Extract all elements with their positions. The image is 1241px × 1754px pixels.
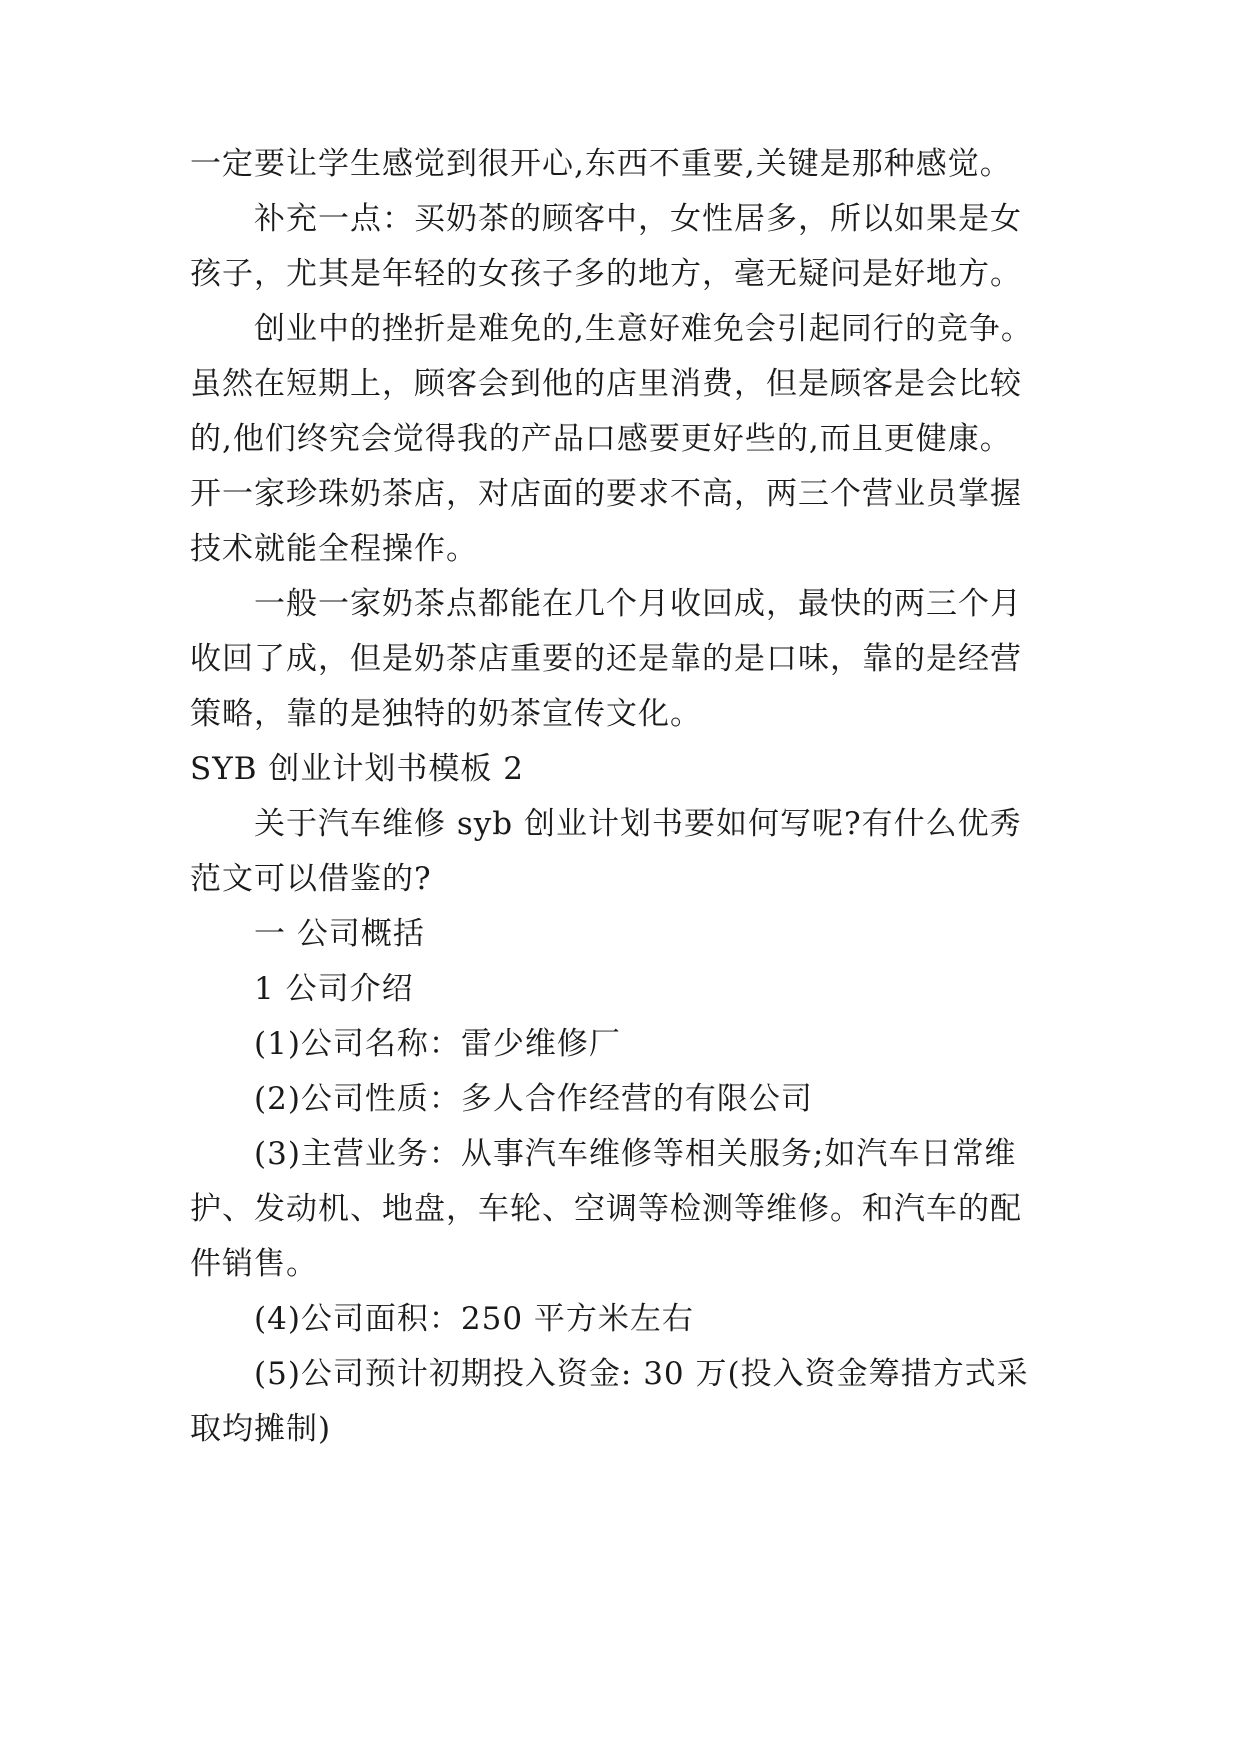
paragraph-line: 的,他们终究会觉得我的产品口感要更好些的,而且更健康。 <box>190 421 1012 457</box>
paragraph-line: 范文可以借鉴的? <box>190 861 432 897</box>
list-item-continuation: 护、发动机、地盘，车轮、空调等检测等维修。和汽车的配 <box>190 1191 1022 1227</box>
section-heading: SYB 创业计划书模板 2 <box>190 751 524 787</box>
paragraph-line: 技术就能全程操作。 <box>190 531 478 567</box>
paragraph-line: 补充一点：买奶茶的顾客中，女性居多，所以如果是女 <box>254 201 1022 237</box>
subsection-heading: 1 公司介绍 <box>254 971 414 1007</box>
paragraph-line: 关于汽车维修 syb 创业计划书要如何写呢?有什么优秀 <box>254 806 1022 842</box>
paragraph-line: 一般一家奶茶点都能在几个月收回成，最快的两三个月 <box>254 586 1022 622</box>
list-item: (3)主营业务：从事汽车维修等相关服务;如汽车日常维 <box>254 1136 1017 1172</box>
paragraph-line: 创业中的挫折是难免的,生意好难免会引起同行的竞争。 <box>254 311 1033 347</box>
paragraph-line: 开一家珍珠奶茶店，对店面的要求不高，两三个营业员掌握 <box>190 476 1022 512</box>
paragraph-line: 一定要让学生感觉到很开心,东西不重要,关键是那种感觉。 <box>190 146 1012 182</box>
subsection-heading: 一 公司概括 <box>254 916 425 952</box>
paragraph-line: 策略，靠的是独特的奶茶宣传文化。 <box>190 696 702 732</box>
paragraph-line: 收回了成，但是奶茶店重要的还是靠的是口味，靠的是经营 <box>190 641 1022 677</box>
list-item: (4)公司面积：250 平方米左右 <box>254 1301 694 1337</box>
list-item: (5)公司预计初期投入资金: 30 万(投入资金筹措方式采 <box>254 1356 1029 1392</box>
paragraph-line: 虽然在短期上，顾客会到他的店里消费，但是顾客是会比较 <box>190 366 1022 402</box>
list-item-continuation: 件销售。 <box>190 1246 318 1282</box>
list-item-continuation: 取均摊制) <box>190 1411 332 1447</box>
paragraph-line: 孩子，尤其是年轻的女孩子多的地方，毫无疑问是好地方。 <box>190 256 1022 292</box>
list-item: (1)公司名称：雷少维修厂 <box>254 1026 621 1062</box>
list-item: (2)公司性质：多人合作经营的有限公司 <box>254 1081 813 1117</box>
